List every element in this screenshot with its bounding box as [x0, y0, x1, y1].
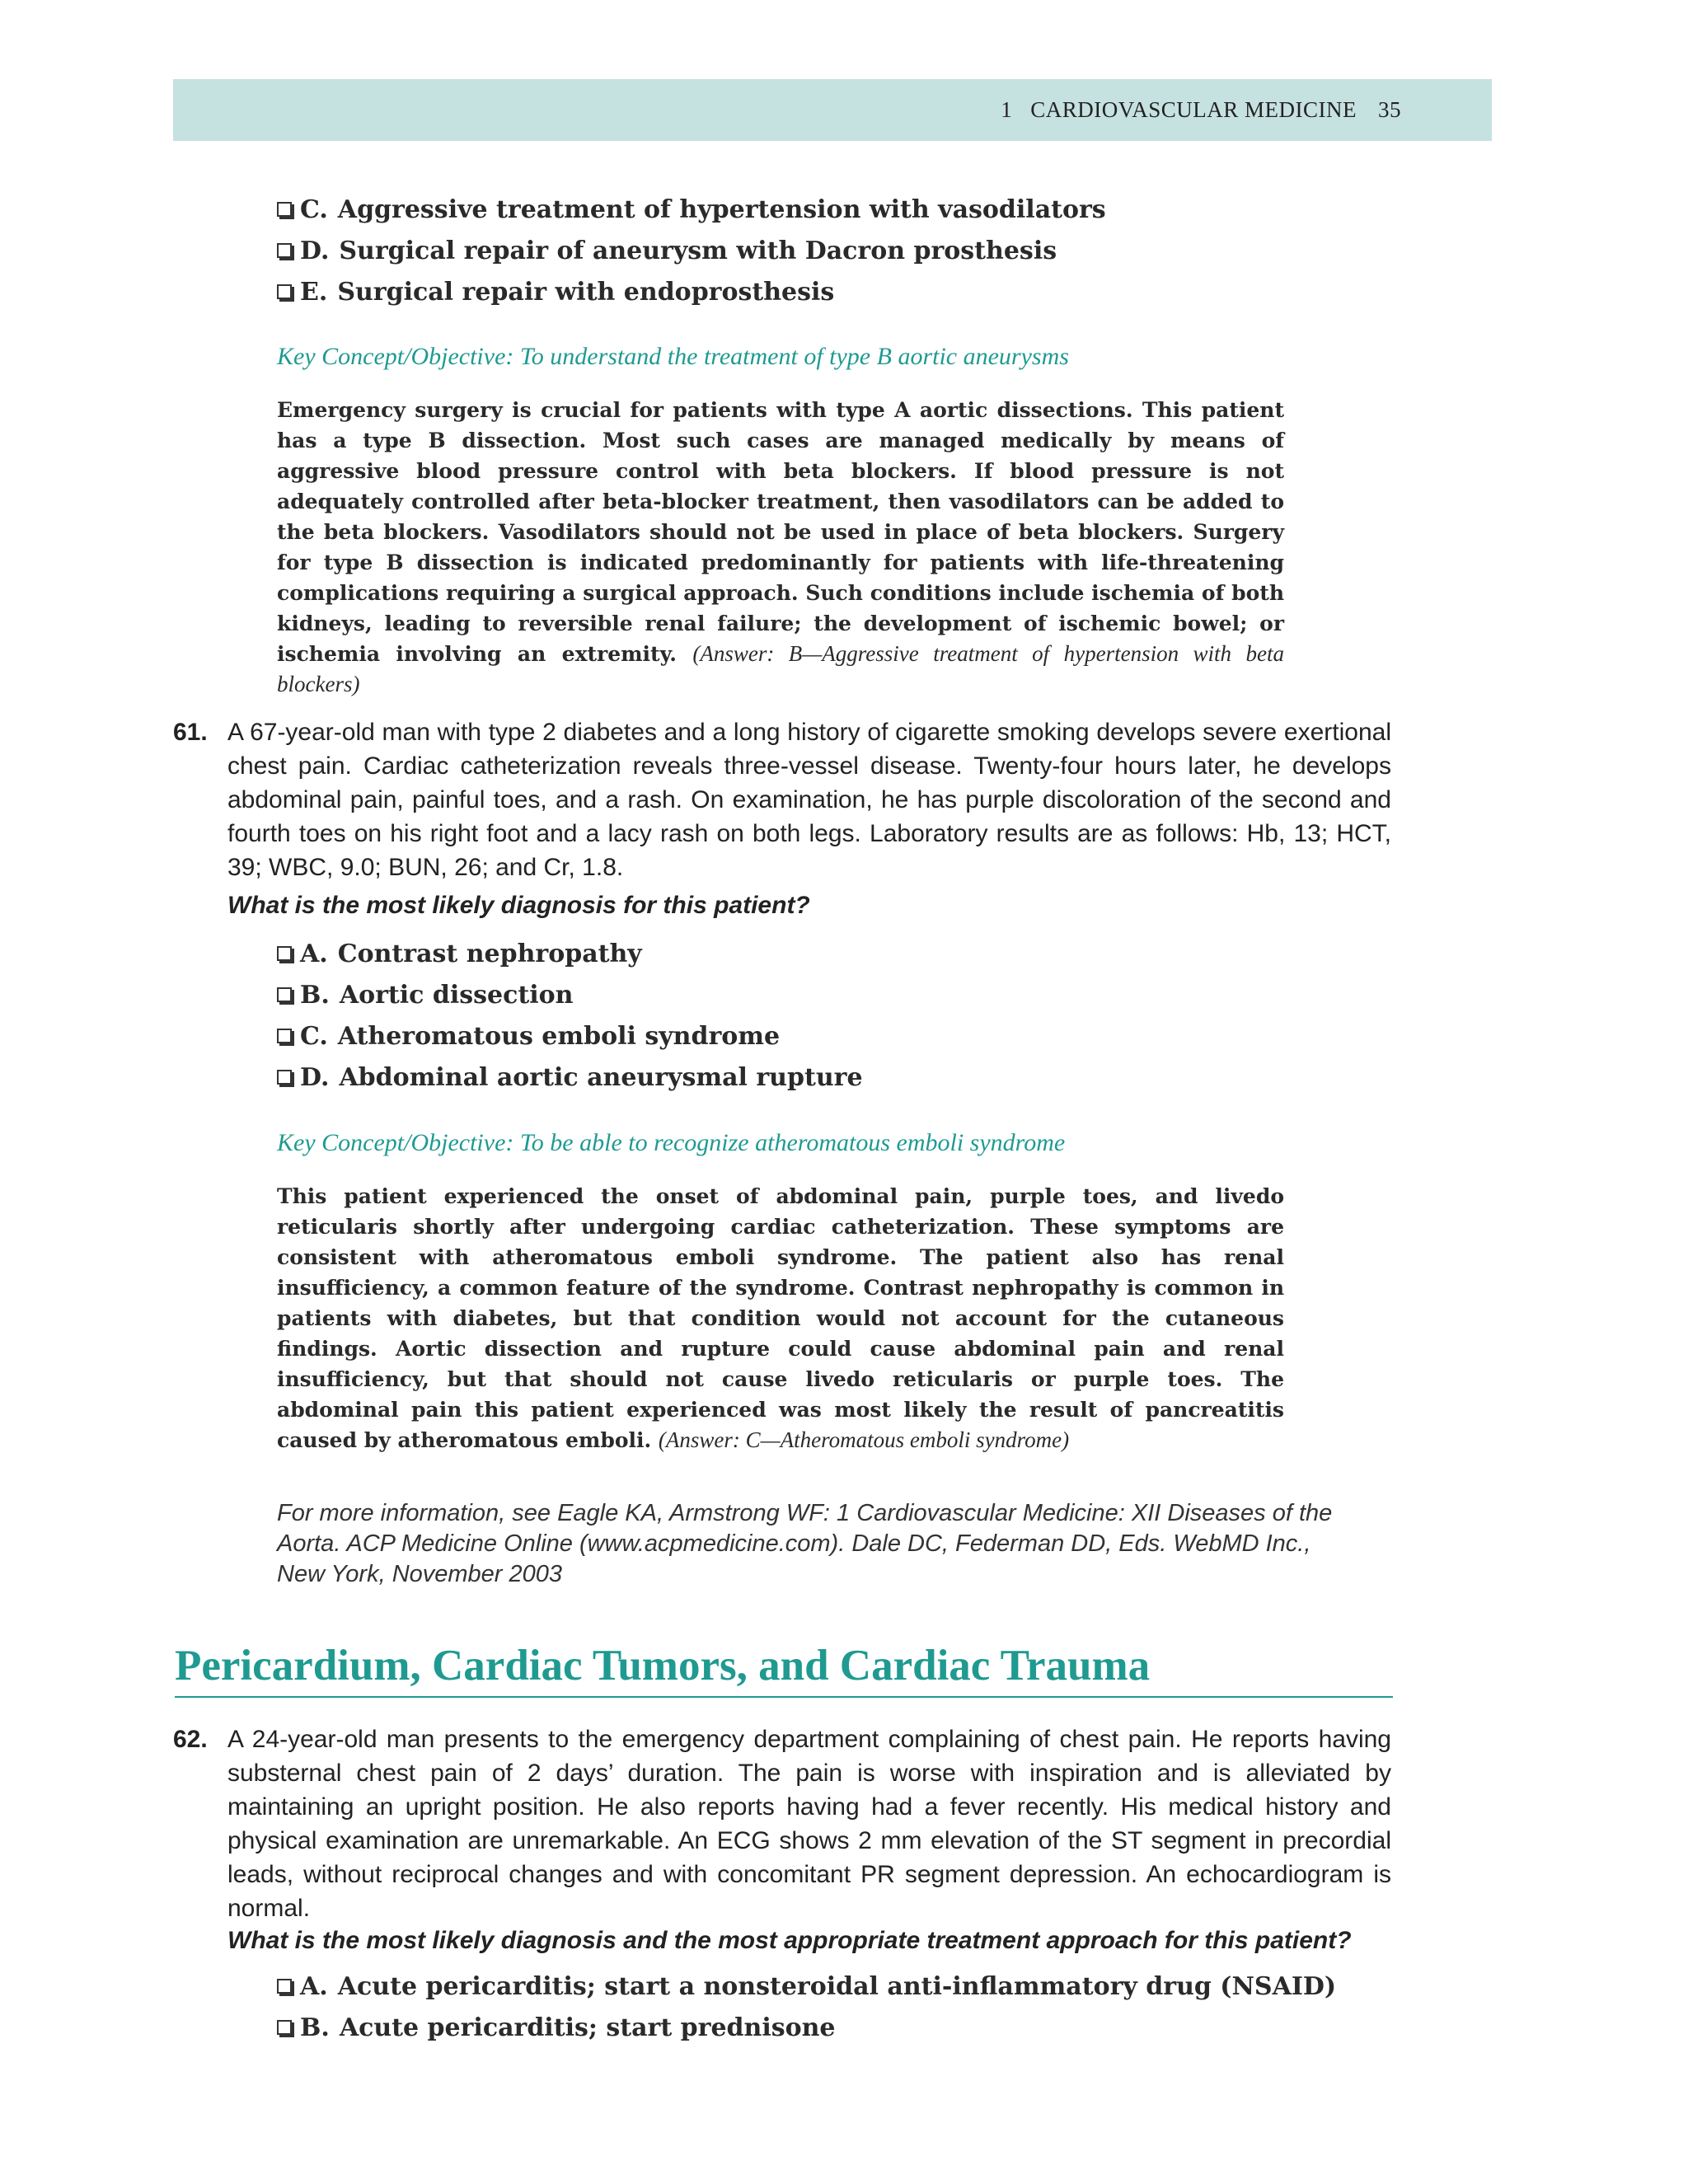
q60-key-concept: Key Concept/Objective: To understand the treatment of type B aortic aneurysms	[277, 343, 1069, 370]
q61-option-a[interactable]: A. Contrast nephropathy	[277, 942, 642, 967]
checkbox-icon[interactable]	[277, 1979, 292, 1994]
q62-option-a[interactable]: A. Acute pericarditis; start a nonsteroidal anti-inflammatory drug (NSAID)	[277, 1975, 1336, 1999]
q61-answer: (Answer: C—Atheromatous emboli syndrome)	[658, 1427, 1070, 1452]
q60-explanation	[277, 395, 1284, 700]
q61-explanation	[277, 1181, 1284, 1455]
q61-explanation-text: This patient experienced the onset of abdominal pain, purple toes, and livedo reticularis shortly after undergoing cardiac catheterization. These symptoms are consistent with atheromatous emboli syndrome. The patient also has renal insufficiency, a common feature of the syndrome. Contrast nephropathy is common in patients with diabetes, but that condition would not account for the cutaneous findings. Aortic dissection and rupture could cause abdominal pain and renal insufficiency, but that should not cause livedo reticularis or purple toes. The abdominal pain this patient experienced was most likely the result of pancreatitis caused by atheromatous emboli.	[277, 1184, 1284, 1452]
checkbox-icon[interactable]	[277, 1070, 292, 1085]
q61-more-info: For more information, see Eagle KA, Armstrong WF: 1 Cardiovascular Medicine: XII Diseases of the Aorta. ACP Medicine Online (www.acpmedicine.com). Dale DC, Federman DD, Eds. WebMD Inc., New York, November 2003	[277, 1500, 1333, 1587]
q60-answer: (Answer: B—Aggressive treatment of hypertension with beta blockers)	[277, 641, 1284, 696]
q61-option-c[interactable]: C. Atheromatous emboli syndrome	[277, 1024, 780, 1049]
page-number: 35	[1378, 97, 1401, 122]
checkbox-icon[interactable]	[277, 243, 292, 258]
chapter-number: 1	[1001, 97, 1013, 122]
running-header	[173, 79, 1492, 141]
q61-stem: A 67-year-old man with type 2 diabetes and a long history of cigarette smoking develops severe exertional chest pain. Cardiac catheterization reveals three-vessel disease. Twenty-four hours later, he develops abdominal pain, painful toes, and a rash. On examination, he has purple discoloration of the second and fourth toes on his right foot and a lacy rash on both legs. Laboratory results are as follows: Hb, 13; HCT, 39; WBC, 9.0; BUN, 26; and Cr, 1.8.	[227, 719, 1391, 881]
q62-stem: A 24-year-old man presents to the emergency department complaining of chest pain. He reports having substernal chest pain of 2 days’ duration. The pain is worse with inspiration and is alleviated by maintaining an upright position. He also reports having had a fever recently. His medical history and physical examination are unremarkable. An ECG shows 2 mm elevation of the ST segment in precordial leads, without reciprocal changes and with concomitant PR segment depression. An echocardiogram is normal.	[227, 1726, 1391, 1922]
q62-option-b[interactable]: B. Acute pericarditis; start prednisone	[277, 2016, 836, 2041]
section-title: Pericardium, Cardiac Tumors, and Cardiac Trauma	[175, 1644, 1393, 1698]
checkbox-icon[interactable]	[277, 987, 292, 1002]
checkbox-icon[interactable]	[277, 946, 292, 961]
q60-option-d[interactable]: D. Surgical repair of aneurysm with Dacron prosthesis	[277, 239, 1057, 264]
q61-number: 61.	[173, 719, 208, 746]
q61-option-b[interactable]: B. Aortic dissection	[277, 983, 573, 1008]
checkbox-icon[interactable]	[277, 2020, 292, 2035]
q62-number: 62.	[173, 1726, 208, 1753]
q61-prompt: What is the most likely diagnosis for this patient?	[227, 892, 810, 919]
checkbox-icon[interactable]	[277, 202, 292, 217]
chapter-title: CARDIOVASCULAR MEDICINE	[1030, 97, 1357, 122]
checkbox-icon[interactable]	[277, 284, 292, 299]
q62-prompt: What is the most likely diagnosis and the most appropriate treatment approach for this patient?	[227, 1927, 1352, 1954]
q61-key-concept: Key Concept/Objective: To be able to recognize atheromatous emboli syndrome	[277, 1129, 1066, 1156]
q60-explanation-text: Emergency surgery is crucial for patients with type A aortic dissections. This patient has a type B dissection. Most such cases are managed medically by means of aggressive blood pressure control with beta blockers. If blood pressure is not adequately controlled after beta-blocker treatment, then vasodilators can be added to the beta blockers. Vasodilators should not be used in place of beta blockers. Surgery for type B dissection is indicated predominantly for patients with life-threatening complications requiring a surgical approach. Such conditions include ischemia of both kidneys, leading to reversible renal failure; the development of ischemic bowel; or ischemia involving an extremity.	[277, 398, 1284, 666]
q60-option-c[interactable]: C. Aggressive treatment of hypertension with vasodilators	[277, 198, 1106, 223]
q61-option-d[interactable]: D. Abdominal aortic aneurysmal rupture	[277, 1066, 863, 1090]
checkbox-icon[interactable]	[277, 1029, 292, 1043]
q60-option-e[interactable]: E. Surgical repair with endoprosthesis	[277, 280, 834, 305]
